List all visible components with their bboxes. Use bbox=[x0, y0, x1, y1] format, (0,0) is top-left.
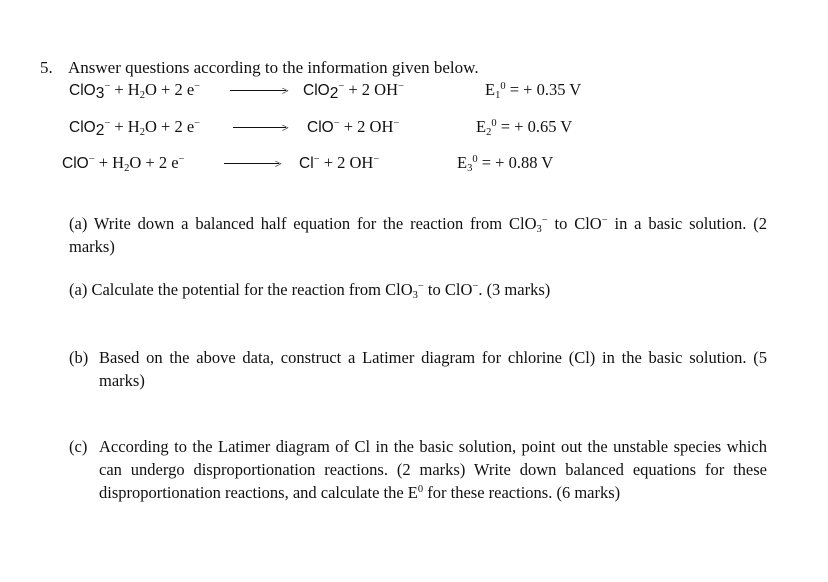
potential-label: E bbox=[457, 153, 468, 172]
equation-2-reactants bbox=[69, 117, 200, 137]
part-c-text bbox=[99, 435, 767, 504]
water-subscript: 2 bbox=[139, 127, 145, 138]
part-b-label: (b) bbox=[69, 348, 89, 367]
product-charge: − bbox=[313, 154, 320, 165]
hydroxide-term: + 2 OH bbox=[348, 80, 399, 99]
part-c-label: (c) bbox=[69, 437, 88, 456]
question-prompt: Answer questions according to the information given below. bbox=[68, 58, 479, 77]
part-b-text: Based on the above data, construct a Latimer diagram for chlorine (Cl) in the basic solution. (5 marks) bbox=[99, 348, 767, 390]
reactant-formula: ClO bbox=[69, 82, 96, 99]
reactant-charge: − bbox=[104, 118, 111, 129]
hydroxide-term: + 2 OH bbox=[323, 153, 374, 172]
equation-2-potential bbox=[476, 117, 572, 137]
reaction-arrow-icon: > bbox=[230, 84, 288, 98]
part-a-half-equation bbox=[69, 212, 767, 258]
reactant-charge: − bbox=[88, 154, 95, 165]
potential-label: E bbox=[485, 80, 496, 99]
potential-subscript: 1 bbox=[495, 90, 501, 101]
hydroxide-charge: − bbox=[393, 118, 400, 129]
water-subscript: 2 bbox=[124, 163, 130, 174]
reaction-arrow-icon: > bbox=[224, 157, 281, 171]
equation-3-potential bbox=[457, 153, 553, 173]
water-term: + H bbox=[98, 153, 125, 172]
part-a-potential bbox=[69, 278, 767, 301]
chlorate-subscript: 3 bbox=[536, 224, 542, 235]
equation-1-potential bbox=[485, 80, 581, 100]
reactant-formula: ClO bbox=[62, 155, 89, 172]
electron-charge: − bbox=[178, 154, 185, 165]
reactant-formula: ClO bbox=[69, 119, 96, 136]
part-a-text-start: (a) Write down a balanced half equation for the reaction from ClO bbox=[69, 214, 537, 233]
water-subscript: 2 bbox=[139, 90, 145, 101]
product-subscript: 2 bbox=[329, 85, 339, 102]
product-formula: ClO bbox=[307, 119, 334, 136]
hydroxide-charge: − bbox=[373, 154, 380, 165]
potential-value: = + 0.35 V bbox=[509, 80, 582, 99]
standard-potential-superscript: 0 bbox=[417, 484, 424, 495]
chlorate-charge: − bbox=[541, 215, 548, 226]
hypochlorite-charge: − bbox=[472, 281, 479, 292]
equation-2-products bbox=[307, 117, 399, 137]
potential-superscript: 0 bbox=[491, 118, 497, 129]
reactant-charge: − bbox=[104, 81, 111, 92]
potential-value: = + 0.88 V bbox=[481, 153, 554, 172]
potential-subscript: 2 bbox=[486, 127, 492, 138]
electron-charge: − bbox=[194, 118, 201, 129]
potential-value: = + 0.65 V bbox=[500, 117, 573, 136]
electron-term: O + 2 e bbox=[144, 80, 195, 99]
electron-term: O + 2 e bbox=[129, 153, 179, 172]
question-number: 5. bbox=[40, 58, 53, 77]
product-charge: − bbox=[338, 81, 345, 92]
part-a-text-middle: to ClO bbox=[547, 214, 602, 233]
hydroxide-charge: − bbox=[398, 81, 404, 92]
part-a2-text-middle: to ClO bbox=[423, 280, 473, 299]
part-a2-text-end: . (3 marks) bbox=[478, 280, 551, 299]
equation-1-reactants bbox=[69, 80, 200, 100]
equation-3-products bbox=[299, 153, 379, 173]
chlorate-subscript: 3 bbox=[412, 290, 418, 301]
water-term: + H bbox=[114, 80, 140, 99]
reactant-subscript: 2 bbox=[95, 122, 105, 139]
part-a-text-end: in a basic solution. (2 marks) bbox=[69, 214, 768, 256]
part-c-text-start: According to the Latimer diagram of Cl in the basic solution, point out the unstable species which can undergo disproportionation reactions. (2 marks) Write down balanced equations for these disproportionation reactions, and calculate the E bbox=[99, 437, 767, 502]
potential-subscript: 3 bbox=[467, 163, 473, 174]
potential-superscript: 0 bbox=[472, 154, 478, 165]
hydroxide-term: + 2 OH bbox=[343, 117, 394, 136]
chlorate-charge: − bbox=[417, 281, 424, 292]
part-a2-text-start: (a) Calculate the potential for the reaction from ClO bbox=[69, 280, 413, 299]
potential-label: E bbox=[476, 117, 487, 136]
product-formula: ClO bbox=[303, 82, 330, 99]
electron-charge: − bbox=[194, 81, 201, 92]
part-c-text-end: for these reactions. (6 marks) bbox=[423, 483, 621, 502]
reactant-subscript: 3 bbox=[95, 85, 105, 102]
water-term: + H bbox=[114, 117, 140, 136]
potential-superscript: 0 bbox=[500, 81, 506, 92]
product-formula: Cl bbox=[299, 155, 314, 172]
equation-1-products bbox=[303, 80, 404, 100]
hypochlorite-charge: − bbox=[601, 215, 608, 226]
reaction-arrow-icon: > bbox=[233, 121, 288, 135]
product-charge: − bbox=[333, 118, 340, 129]
electron-term: O + 2 e bbox=[144, 117, 195, 136]
equation-3-reactants bbox=[62, 153, 184, 173]
